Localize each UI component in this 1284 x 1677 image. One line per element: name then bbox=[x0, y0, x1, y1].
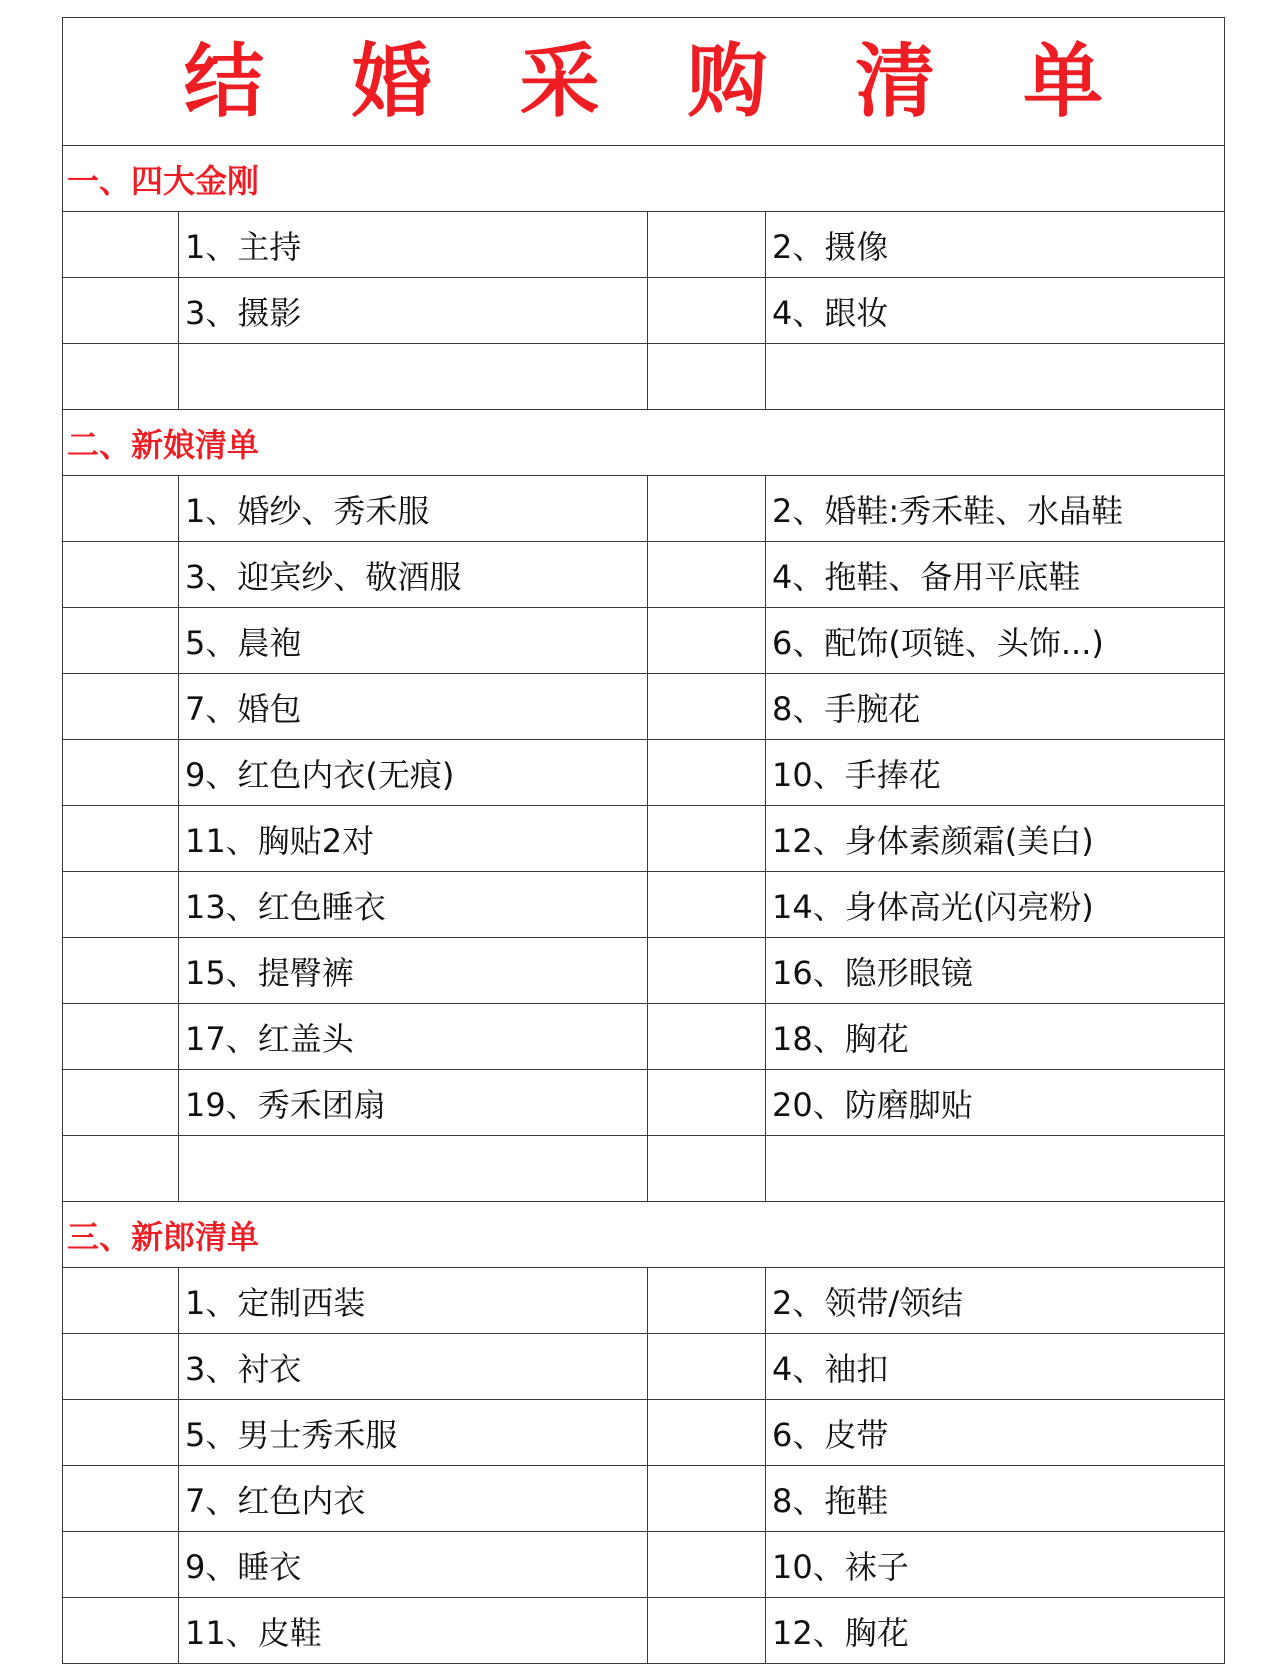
item-cell-left: 17、红盖头 bbox=[179, 1004, 648, 1070]
item-cell-left: 15、提臀裤 bbox=[179, 938, 648, 1004]
blank-cell bbox=[63, 1334, 179, 1400]
item-cell-right: 10、手捧花 bbox=[766, 740, 1225, 806]
item-row bbox=[63, 1400, 1225, 1466]
blank-cell bbox=[648, 740, 766, 806]
blank-cell bbox=[648, 872, 766, 938]
item-row bbox=[63, 1136, 1225, 1202]
blank-cell bbox=[648, 1268, 766, 1334]
item-row bbox=[63, 740, 1225, 806]
blank-cell bbox=[63, 1004, 179, 1070]
item-cell-left bbox=[179, 344, 648, 410]
blank-cell bbox=[648, 1334, 766, 1400]
blank-cell bbox=[648, 1532, 766, 1598]
item-cell-left: 11、胸贴2对 bbox=[179, 806, 648, 872]
blank-cell bbox=[648, 938, 766, 1004]
item-row bbox=[63, 1466, 1225, 1532]
item-row bbox=[63, 344, 1225, 410]
blank-cell bbox=[63, 806, 179, 872]
item-row bbox=[63, 476, 1225, 542]
item-cell-left: 3、摄影 bbox=[179, 278, 648, 344]
item-row bbox=[63, 1268, 1225, 1334]
blank-cell bbox=[648, 1466, 766, 1532]
section-header-row bbox=[63, 146, 1225, 212]
item-row bbox=[63, 608, 1225, 674]
item-row bbox=[63, 872, 1225, 938]
item-cell-right: 18、胸花 bbox=[766, 1004, 1225, 1070]
item-cell-left: 7、婚包 bbox=[179, 674, 648, 740]
blank-cell bbox=[648, 542, 766, 608]
blank-cell bbox=[648, 212, 766, 278]
item-cell-left: 1、婚纱、秀禾服 bbox=[179, 476, 648, 542]
blank-cell bbox=[63, 674, 179, 740]
item-cell-left: 5、男士秀禾服 bbox=[179, 1400, 648, 1466]
blank-cell bbox=[63, 1466, 179, 1532]
section-heading: 三、新郎清单 bbox=[63, 1202, 1225, 1268]
blank-cell bbox=[648, 1400, 766, 1466]
blank-cell bbox=[63, 740, 179, 806]
item-row bbox=[63, 278, 1225, 344]
item-row bbox=[63, 806, 1225, 872]
item-cell-right: 8、手腕花 bbox=[766, 674, 1225, 740]
item-cell-left: 19、秀禾团扇 bbox=[179, 1070, 648, 1136]
blank-cell bbox=[63, 344, 179, 410]
blank-cell bbox=[63, 608, 179, 674]
item-cell-left: 13、红色睡衣 bbox=[179, 872, 648, 938]
blank-cell bbox=[648, 1070, 766, 1136]
item-row bbox=[63, 212, 1225, 278]
item-cell-right: 6、皮带 bbox=[766, 1400, 1225, 1466]
page-title: 结 婚 采 购 清 单 bbox=[183, 34, 1134, 128]
item-cell-left: 11、皮鞋 bbox=[179, 1598, 648, 1664]
blank-cell bbox=[648, 674, 766, 740]
section-header-row bbox=[63, 1202, 1225, 1268]
blank-cell bbox=[648, 608, 766, 674]
blank-cell bbox=[63, 212, 179, 278]
item-cell-right: 14、身体高光(闪亮粉) bbox=[766, 872, 1225, 938]
item-row bbox=[63, 1598, 1225, 1664]
blank-cell bbox=[63, 1598, 179, 1664]
item-cell-right bbox=[766, 1136, 1225, 1202]
item-cell-left: 3、衬衣 bbox=[179, 1334, 648, 1400]
item-cell-left: 9、红色内衣(无痕) bbox=[179, 740, 648, 806]
blank-cell bbox=[63, 542, 179, 608]
item-cell-right: 2、摄像 bbox=[766, 212, 1225, 278]
blank-cell bbox=[648, 806, 766, 872]
blank-cell bbox=[63, 1070, 179, 1136]
blank-cell bbox=[63, 476, 179, 542]
blank-cell bbox=[63, 872, 179, 938]
item-cell-right: 4、跟妆 bbox=[766, 278, 1225, 344]
item-cell-right: 4、拖鞋、备用平底鞋 bbox=[766, 542, 1225, 608]
item-row bbox=[63, 1004, 1225, 1070]
item-cell-right: 4、袖扣 bbox=[766, 1334, 1225, 1400]
item-cell-right: 16、隐形眼镜 bbox=[766, 938, 1225, 1004]
item-cell-right: 20、防磨脚贴 bbox=[766, 1070, 1225, 1136]
item-row bbox=[63, 542, 1225, 608]
item-row bbox=[63, 1070, 1225, 1136]
blank-cell bbox=[648, 278, 766, 344]
section-header-row bbox=[63, 410, 1225, 476]
item-cell-right: 10、袜子 bbox=[766, 1532, 1225, 1598]
item-row bbox=[63, 1532, 1225, 1598]
blank-cell bbox=[63, 1136, 179, 1202]
blank-cell bbox=[63, 1400, 179, 1466]
item-cell-right: 12、胸花 bbox=[766, 1598, 1225, 1664]
item-cell-left: 5、晨袍 bbox=[179, 608, 648, 674]
title-cell bbox=[63, 18, 1225, 146]
item-cell-right: 8、拖鞋 bbox=[766, 1466, 1225, 1532]
blank-cell bbox=[648, 476, 766, 542]
blank-cell bbox=[63, 278, 179, 344]
blank-cell bbox=[63, 938, 179, 1004]
blank-cell bbox=[648, 1598, 766, 1664]
section-heading: 二、新娘清单 bbox=[63, 410, 1225, 476]
item-cell-left: 7、红色内衣 bbox=[179, 1466, 648, 1532]
item-cell-right bbox=[766, 344, 1225, 410]
title-row bbox=[63, 18, 1225, 146]
shopping-list-table bbox=[62, 17, 1225, 1664]
item-cell-right: 2、婚鞋:秀禾鞋、水晶鞋 bbox=[766, 476, 1225, 542]
item-cell-right: 12、身体素颜霜(美白) bbox=[766, 806, 1225, 872]
blank-cell bbox=[648, 1004, 766, 1070]
item-cell-left: 1、定制西装 bbox=[179, 1268, 648, 1334]
item-row bbox=[63, 1334, 1225, 1400]
item-cell-right: 2、领带/领结 bbox=[766, 1268, 1225, 1334]
item-cell-right: 6、配饰(项链、头饰...) bbox=[766, 608, 1225, 674]
item-row bbox=[63, 674, 1225, 740]
section-heading: 一、四大金刚 bbox=[63, 146, 1225, 212]
item-cell-left: 3、迎宾纱、敬酒服 bbox=[179, 542, 648, 608]
blank-cell bbox=[63, 1532, 179, 1598]
item-cell-left bbox=[179, 1136, 648, 1202]
item-row bbox=[63, 938, 1225, 1004]
item-cell-left: 9、睡衣 bbox=[179, 1532, 648, 1598]
blank-cell bbox=[63, 1268, 179, 1334]
item-cell-left: 1、主持 bbox=[179, 212, 648, 278]
blank-cell bbox=[648, 344, 766, 410]
blank-cell bbox=[648, 1136, 766, 1202]
